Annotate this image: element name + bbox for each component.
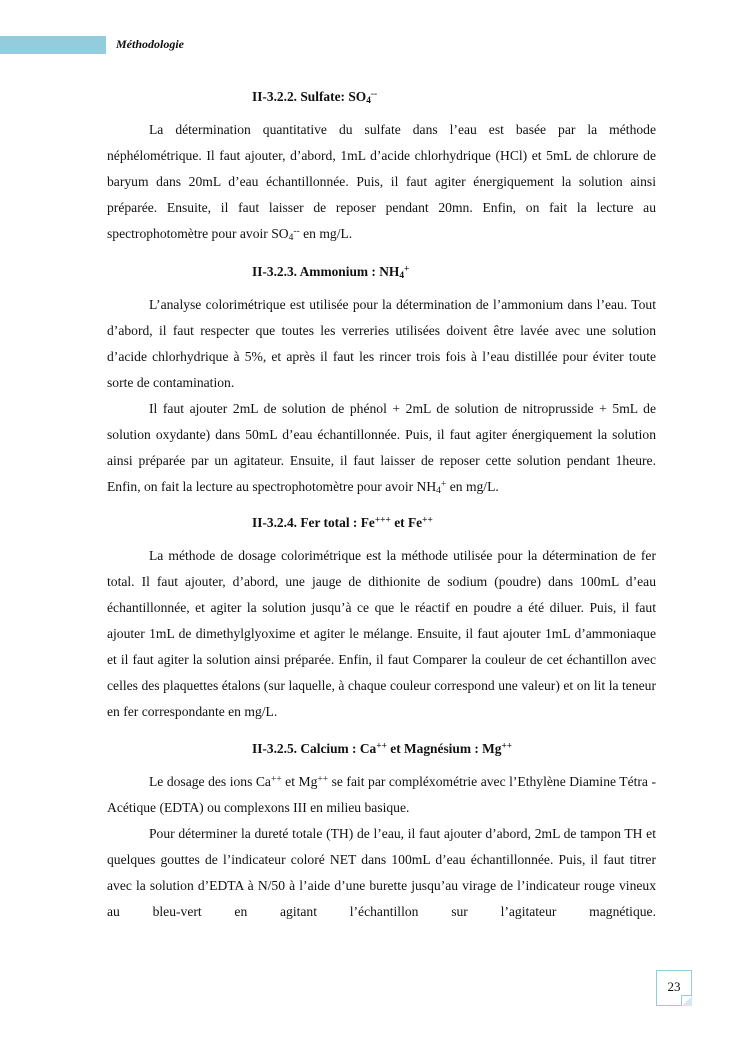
heading-sulfate: II-3.2.2. Sulfate: $SO_4^{--}$ <box>252 89 378 106</box>
paragraph-ammonium-2: Il faut ajouter 2mL de solution de phénol + 2mL de solution de nitroprusside + 5mL de solution oxydante) dans 50mL d’eau échantillonnée. Puis, il faut agiter énergiquement la solution ainsi préparée par un agitateur. Ensuite, il faut laisser de reposer cette solution pendant 1heure. Enfin, on fait la lecture au spectrophotomètre pour avoir $NH_4^+$ en mg/L. <box>107 401 656 496</box>
header-accent-bar <box>0 36 106 54</box>
paragraph-calcium-1: Le dosage des ions Ca++ et Mg++ se fait par compléxométrie avec l’Ethylène Diamine Tétra -Acétique (EDTA) ou complexons III en milieu basique. <box>107 774 656 815</box>
heading-ammonium: II-3.2.3. Ammonium : $NH_4^+$ <box>252 264 410 281</box>
header-title: Méthodologie <box>116 37 184 51</box>
heading-calcium-magnesium: II-3.2.5. Calcium : Ca++ et Magnésium : Mg++ <box>252 741 513 756</box>
paragraph-calcium-2: Pour déterminer la dureté totale (TH) de l’eau, il faut ajouter d’abord, 2mL de tampon TH et quelques gouttes de l’indicateur coloré NET dans 100mL d’eau échantillonnée. Puis, il faut titrer avec la solution d’EDTA à N/50 à l’aide d’une burette jusqu’au virage de l’indicateur rouge vineux au bleu-vert en agitant l’échantillon sur l’agitateur magnétique. <box>107 826 656 919</box>
paragraph-sulfate: La détermination quantitative du sulfate dans l’eau est basée par la méthode néphélométrique. Il faut ajouter, d’abord, 1mL d’acide chlorhydrique (HCl) et 5mL de chlorure de baryum dans 20mL d’eau échantillonnée. Puis, il faut agiter énergiquement la solution ainsi préparée. Ensuite, il faut laisser de reposer pendant 20mn. Enfin, on fait la lecture au spectrophotomètre pour avoir $SO_4^{--}$ en mg/L. <box>107 122 656 243</box>
page-corner-fold-icon <box>681 995 692 1006</box>
page-number: 23 <box>667 979 681 994</box>
paragraph-fer-total: La méthode de dosage colorimétrique est la méthode utilisée pour la détermination de fer total. Il faut ajouter, d’abord, une jauge de dithionite de sodium (poudre) dans 100mL d’eau échantillonnée, et agiter la solution jusqu’à ce que le réactif en poudre a été diluer. Puis, il faut ajouter 1mL de dimethylglyoxime et agiter le mélange. Ensuite, il faut ajouter 1mL d’ammoniaque et il faut agiter la solution ainsi préparée. Enfin, il faut Comparer la couleur de cet échantillon avec celles des plaquettes étalons (sur laquelle, à chaque couleur correspond une valeur) et on lit la teneur en fer correspondante en mg/L. <box>107 548 656 719</box>
heading-fer-total: II-3.2.4. Fer total : Fe+++ et Fe++ <box>252 515 433 530</box>
page-number-box <box>656 970 692 1006</box>
paragraph-ammonium-1: L’analyse colorimétrique est utilisée pour la détermination de l’ammonium dans l’eau. Tout d’abord, il faut respecter que toutes les verreries utilisées doivent être lavée avec une solution d’acide chlorhydrique à 5%, et après il faut les rincer trois fois à l’eau distillée pour éviter toute sorte de contamination. <box>107 297 656 390</box>
